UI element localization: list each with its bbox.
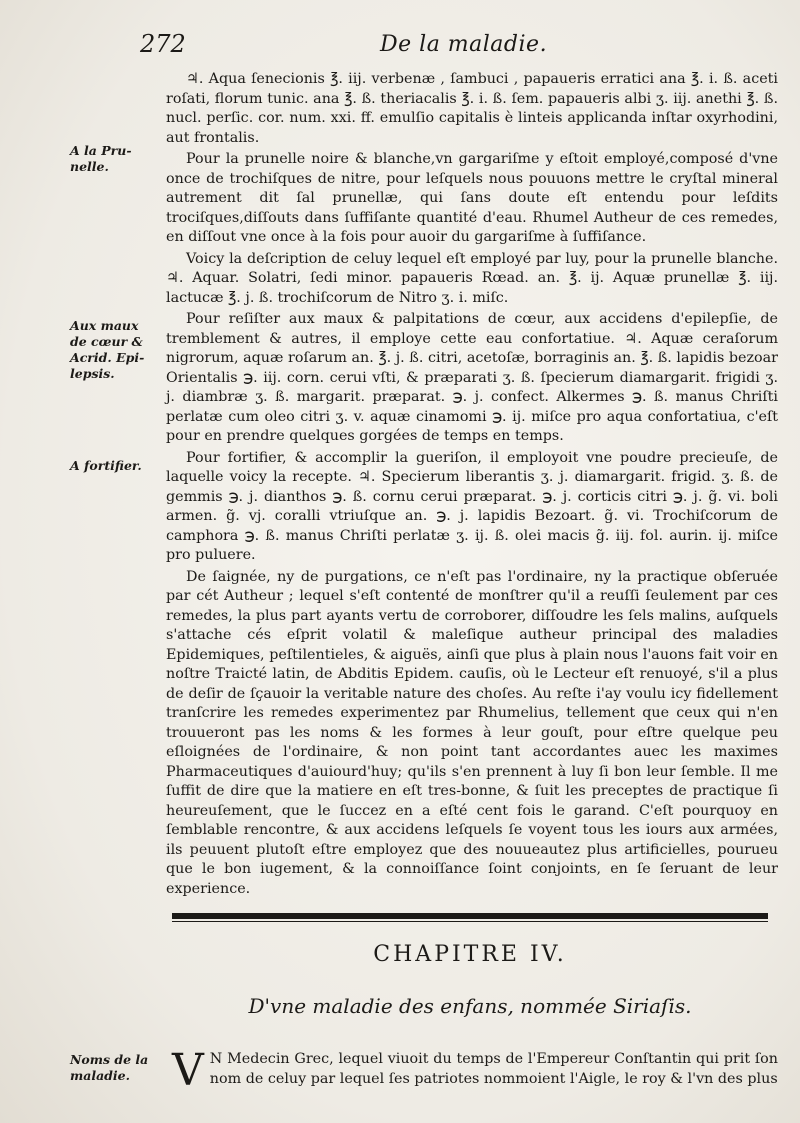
paragraph-prunelle-blanche: Voicy la deſcription de celuy lequel eſt employé par luy, pour la prunelle blanche. ♃. Aquar. Solatri, ſedi minor. papaueris Rœad. an. ℥. ij. Aquæ prunellæ ℥. iij. lactucæ ℥. j. ß. trochiſcorum de Nitro ʒ. i. miſc. [166,250,778,306]
paragraph-prunelle: Pour la prunelle noire & blanche,vn gargariſme y eſtoit employé,composé d'vne once de trochiſques de nitre, pour leſquels nous pouuons mettre le cryſtal mineral autrement dit ſal prunellæ, qui ſans doute eſt entendu pour leſdits trociſques,diſſouts dans ſuffiſante quantité d'eau. Rhumel Autheur de ces remedes, en diſſout vne once à la fois pour auoir du gargariſme à ſuffiſance. [166,151,778,245]
paragraph-saignee: De ſaignée, ny de purgations, ce n'eſt pas l'ordinaire, ny la practique obſeruée par cét Autheur ; lequel s'eſt contenté de monſtrer qu'il a reuſſi ſeulement par ces remedes, la plus part ayants vertu de corroborer, diſſoudre les ſels malins, auſquels s'attache cés eſprit volatil & maleſique autheur principal des maladies Epidemiques, peſtilentieles, & aiguës, ainſi que plus à plain nous l'auons fait voir en noſtre Traicté latin, de Abditis Epidem. cauſis, où le Lecteur eſt renuoyé, s'il a plus de deſir de ſçauoir la veritable nature des choſes. Au reſte i'ay voulu icy fidellement tranſcrire les remedes experimentez par Rhumelius, tellement que ceux qui n'en trouueront pas les noms & les formes à leur gouſt, pour eſtre quelque peu eſloignées de l'ordinaire, & non point tant accordantes auec les maximes Pharmaceutiques d'auiourd'huy; qu'ils s'en prennent à luy ſi bon leur ſemble. Il me ſuffit de dire que la matiere en eſt tres-bonne, & ſuit les preceptes de practique ſi heureuſement, que le ſuccez en a eſté cent fois le garand. C'eſt pourquoy en ſemblable rencontre, & aux accidens leſquels ſe voyent tous les iours aux armées, ils peuuent plutoſt eſtre employez que des nouueautez plus artificielles, pourueu que le bon iugement, & la connoiſſance ſoint conjoints, en ſe ſeruant de leur experience. [166,568,778,897]
chapter-subtitle: D'vne maladie des enfans, nommée Siriaſis. [248,994,692,1018]
page-number: 272 [140,30,186,58]
chapter-rule-thin [172,921,768,922]
main-text [166,70,778,899]
chapter-opening [172,1045,778,1096]
margin-note-fortifier: A fortifier. [70,458,142,473]
paragraph-recipe-senecio: ♃. Aqua ſenecionis ℥. iij. verbenæ , ſambuci , papaueris erratici ana ℥. i. ß. aceti roſati, florum tunic. ana ℥. ß. theriacalis ℥. i. ß. ſem. papaueris albi ʒ. iij. anethi ℥. ß. nucl. perſic. cor. num. xxi. ff. emulſio capitalis è linteis applicanda inſtar oxyrhodini, aut frontalis. [166,71,778,146]
paragraph-maux-de-coeur: Pour reſiſter aux maux & palpitations de cœur, aux accidens d'epilepſie, de tremblement & autres, il employe cette eau confortatiue. ♃. Aquæ ceraſorum nigrorum, aquæ roſarum an. ℥. j. ß. citri, acetoſæ, borraginis an. ℥. ß. lapidis bezoar Orientalis ℈. iij. corn. cerui vſti, & præparati ʒ. ß. ſpecierum diamargarit. frigidi ʒ. j. diambræ ʒ. ß. margarit. præparat. ℈. j. confect. Alkermes ℈. ß. manus Chriſti perlatæ cum oleo citri ʒ. v. aquæ cinamomi ℈. ij. miſce pro aqua confortatiua, c'eſt pour en prendre quelques gorgées de temps en temps. [166,311,778,444]
margin-note-maux-de-coeur: Aux maux de cœur & Acrid. Epi-lepsis. [70,318,145,381]
margin-note-prunelle: A la Pru-nelle. [70,143,132,174]
margin-note-noms-maladie: Noms de la maladie. [70,1052,149,1083]
drop-cap: V [172,1045,204,1096]
running-title: De la maladie. [380,32,548,57]
paragraph-fortifier: Pour fortifier, & accomplir la gueriſon, il employoit vne poudre precieuſe, de laquelle voicy la recepte. ♃. Specierum liberantis ʒ. j. diamargarit. frigid. ʒ. ß. de gemmis ℈. j. dianthos ℈. ß. cornu cerui præparat. ℈. j. corticis citri ℈. j. g̃. vi. boli armen. g̃. vj. coralli vtriuſque an. ℈. j. lapidis Bezoart. g̃. vi. Trochiſcorum de camphora ℈. ß. manus Chriſti perlatæ ʒ. ij. ß. olei macis g̃. iij. fol. aurin. ij. miſce pro puluere. [166,449,778,563]
chapter-rule-thick [172,913,768,919]
chapter-title: CHAPITRE IV. [373,942,567,967]
page-header [140,30,780,64]
opening-text: N Medecin Grec, lequel viuoit du temps de l'Empereur Conſtantin qui prit ſon nom de celuy par lequel ſes patriotes nommoient l'Aigle, le roy & l'vn des plus [209,1051,778,1087]
